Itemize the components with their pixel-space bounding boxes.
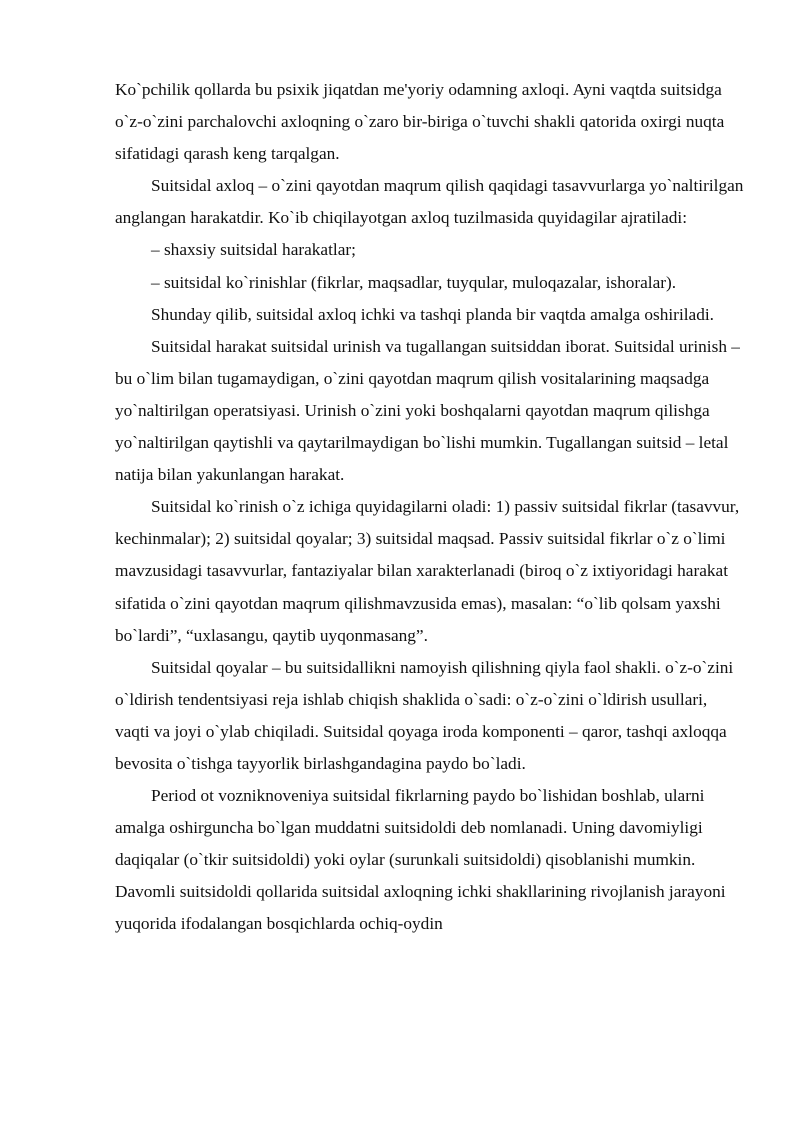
list-item-1: – shaxsiy suitsidal harakatlar; — [151, 240, 356, 260]
paragraph-1: Ko`pchilik qollarda bu psixik jiqatdan me'yoriy odamning axloqi. Ayni vaqtda suitsidga o`z-o`zini parchalovchi axloqning o`zaro bir-biriga o`tuvchi shakli qatorida oxirgi nuqta sifatidagi qarash keng tarqalgan. — [115, 80, 725, 164]
paragraph-2: Suitsidal axloq – o`zini qayotdan maqrum qilish qaqidagi tasavvurlarga yo`naltirilgan anglangan harakatdir. Ko`ib chiqilayotgan axloq tuzilmasida quyidagilar ajratiladi: — [115, 176, 744, 228]
paragraph-7: Period ot vozniknoveniya suitsidal fikrlarning paydo bo`lishidan boshlab, ularni amalga oshirguncha bo`lgan muddatni suitsidoldi deb nomlanadi. Uning davomiyligi daqiqalar (o`tkir suitsidoldi) yoki oylar (surunkali suitsidoldi) qisoblanishi mumkin. Davomli suitsidoldi qollarida suitsidal axloqning ichki shakllarining rivojlanish jarayoni yuqorida ifodalangan bosqichlarda ochiq-oydin — [115, 786, 726, 934]
paragraph-6: Suitsidal qoyalar – bu suitsidallikni namoyish qilishning qiyla faol shakli. o`z-o`zini o`ldirish tendentsiyasi reja ishlab chiqish shaklida o`sadi: o`z-o`zini o`ldirish usullari, vaqti va joyi o`ylab chiqiladi. Suitsidal qoyaga iroda komponenti – qaror, tashqi axloqqa bevosita o`tishga tayyorlik birlashgandagina paydo bo`ladi. — [115, 657, 734, 773]
list-item-2: – suitsidal ko`rinishlar (fikrlar, maqsadlar, tuyqular, muloqazalar, ishoralar). — [151, 272, 677, 292]
paragraph-3: Shunday qilib, suitsidal axloq ichki va tashqi planda bir vaqtda amalga oshiriladi. — [151, 304, 714, 324]
body-text — [115, 74, 745, 941]
paragraph-5: Suitsidal ko`rinish o`z ichiga quyidagilarni oladi: 1) passiv suitsidal fikrlar (tasavvur, kechinmalar); 2) suitsidal qoyalar; 3) suitsidal maqsad. Passiv suitsidal fikrlar o`z o`limi mavzusidagi tasavvurlar, fantaziyalar bilan xarakterlanadi (biroq o`z ixtiyoridagi harakat sifatida o`zini qayotdan maqrum qilishmavzusida emas), masalan: “o`lib qolsam yaxshi bo`lardi”, “uxlasangu, qaytib uyqonmasang”. — [115, 497, 740, 645]
paragraph-4: Suitsidal harakat suitsidal urinish va tugallangan suitsiddan iborat. Suitsidal urinish – bu o`lim bilan tugamaydigan, o`zini qayotdan maqrum qilish vositalarining maqsadga yo`naltirilgan operatsiyasi. Urinish o`zini yoki boshqalarni qayotdan maqrum qilishga yo`naltirilgan qaytishli va qaytarilmaydigan bo`lishi mumkin. Tugallangan suitsid – letal natija bilan yakunlangan harakat. — [115, 336, 740, 485]
